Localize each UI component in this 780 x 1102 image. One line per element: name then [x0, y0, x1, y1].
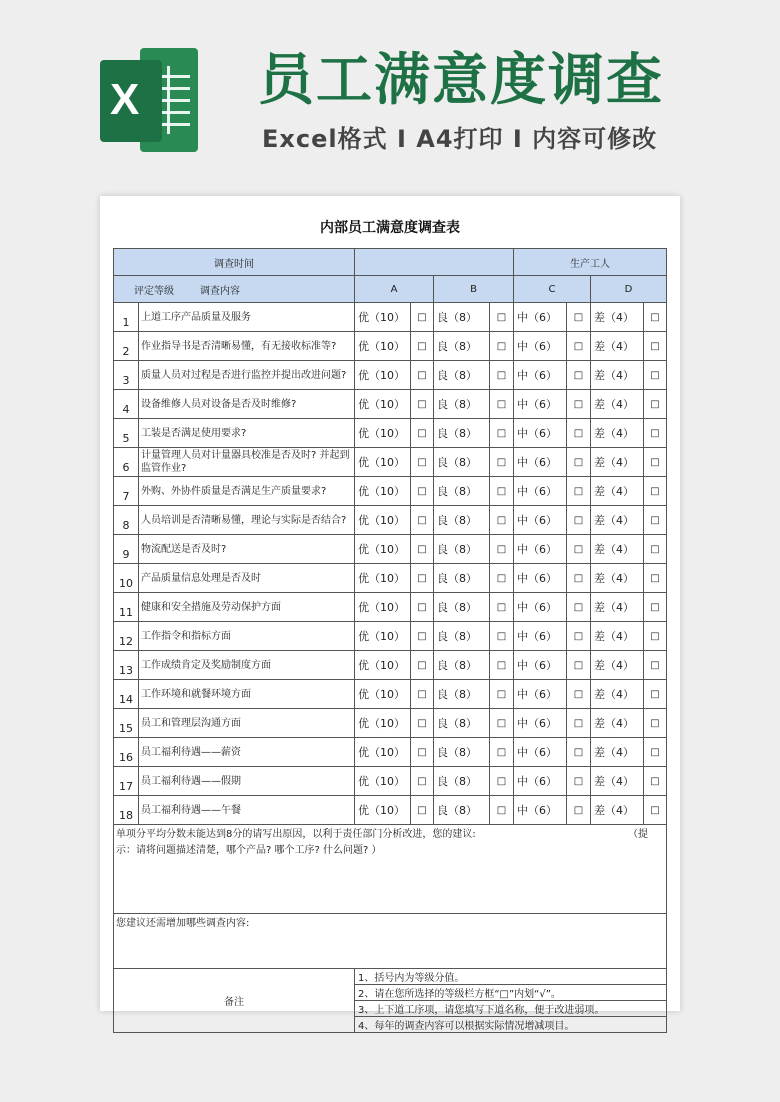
checkbox-icon[interactable]: □	[490, 390, 514, 419]
option-excellent: 优（10）	[355, 564, 411, 593]
checkbox-icon[interactable]: □	[411, 738, 434, 767]
survey-row	[114, 419, 667, 448]
option-fair: 中（6）	[514, 738, 567, 767]
excel-logo-icon	[100, 48, 200, 152]
survey-row	[114, 680, 667, 709]
checkbox-icon[interactable]: □	[490, 506, 514, 535]
banner	[0, 0, 780, 190]
checkbox-icon[interactable]: □	[490, 448, 514, 477]
survey-time-value[interactable]	[355, 249, 514, 276]
checkbox-icon[interactable]: □	[490, 303, 514, 332]
header-row-1	[114, 249, 667, 276]
grade-c-header: C	[514, 276, 591, 303]
option-excellent: 优（10）	[355, 303, 411, 332]
option-fair: 中（6）	[514, 680, 567, 709]
survey-item: 作业指导书是否清晰易懂，有无接收标准等?	[139, 332, 355, 361]
checkbox-icon[interactable]: □	[644, 564, 667, 593]
option-fair: 中（6）	[514, 564, 567, 593]
survey-item: 上道工序产品质量及服务	[139, 303, 355, 332]
checkbox-icon[interactable]: □	[490, 477, 514, 506]
survey-row	[114, 738, 667, 767]
banner-subtitle: Excel格式 I A4打印 I 内容可修改	[262, 125, 658, 153]
checkbox-icon[interactable]: □	[567, 680, 591, 709]
checkbox-icon[interactable]: □	[567, 564, 591, 593]
checkbox-icon[interactable]: □	[411, 448, 434, 477]
checkbox-icon[interactable]: □	[411, 535, 434, 564]
checkbox-icon[interactable]: □	[490, 738, 514, 767]
row-number: 17	[114, 767, 139, 796]
checkbox-icon[interactable]: □	[490, 622, 514, 651]
checkbox-icon[interactable]: □	[644, 709, 667, 738]
option-good: 良（8）	[434, 332, 490, 361]
checkbox-icon[interactable]: □	[644, 477, 667, 506]
checkbox-icon[interactable]: □	[567, 419, 591, 448]
option-good: 良（8）	[434, 506, 490, 535]
checkbox-icon[interactable]: □	[490, 593, 514, 622]
checkbox-icon[interactable]: □	[567, 535, 591, 564]
checkbox-icon[interactable]: □	[490, 680, 514, 709]
survey-row	[114, 332, 667, 361]
option-poor: 差（4）	[591, 593, 644, 622]
option-fair: 中（6）	[514, 535, 567, 564]
survey-sheet	[100, 196, 680, 1032]
survey-item: 工装是否满足使用要求?	[139, 419, 355, 448]
option-good: 良（8）	[434, 680, 490, 709]
survey-row	[114, 593, 667, 622]
grade-d-header: D	[591, 276, 667, 303]
row-number: 12	[114, 622, 139, 651]
suggestion-hint-open: （提	[628, 829, 648, 840]
checkbox-icon[interactable]: □	[644, 361, 667, 390]
level-label: 评定等级	[134, 285, 174, 297]
option-excellent: 优（10）	[355, 535, 411, 564]
note-item: 4、每年的调查内容可以根据实际情况增减项目。	[355, 1017, 667, 1033]
checkbox-icon[interactable]: □	[644, 332, 667, 361]
survey-item: 员工和管理层沟通方面	[139, 709, 355, 738]
checkbox-icon[interactable]: □	[490, 332, 514, 361]
option-poor: 差（4）	[591, 767, 644, 796]
checkbox-icon[interactable]: □	[411, 477, 434, 506]
checkbox-icon[interactable]: □	[644, 767, 667, 796]
survey-row	[114, 303, 667, 332]
checkbox-icon[interactable]: □	[567, 796, 591, 825]
survey-row	[114, 767, 667, 796]
option-excellent: 优（10）	[355, 651, 411, 680]
option-fair: 中（6）	[514, 361, 567, 390]
checkbox-icon[interactable]: □	[567, 593, 591, 622]
option-good: 良（8）	[434, 796, 490, 825]
row-number: 13	[114, 651, 139, 680]
row-number: 9	[114, 535, 139, 564]
option-fair: 中（6）	[514, 651, 567, 680]
checkbox-icon[interactable]: □	[567, 303, 591, 332]
checkbox-icon[interactable]: □	[644, 535, 667, 564]
survey-item: 工作环境和就餐环境方面	[139, 680, 355, 709]
checkbox-icon[interactable]: □	[644, 448, 667, 477]
checkbox-icon[interactable]: □	[644, 651, 667, 680]
checkbox-icon[interactable]: □	[490, 767, 514, 796]
survey-item: 员工福利待遇——午餐	[139, 796, 355, 825]
option-excellent: 优（10）	[355, 738, 411, 767]
row-number: 18	[114, 796, 139, 825]
survey-table	[113, 248, 667, 1033]
checkbox-icon[interactable]: □	[644, 738, 667, 767]
checkbox-icon[interactable]: □	[567, 448, 591, 477]
survey-item: 设备维修人员对设备是否及时维修?	[139, 390, 355, 419]
row-number: 15	[114, 709, 139, 738]
checkbox-icon[interactable]: □	[411, 419, 434, 448]
checkbox-icon[interactable]: □	[411, 680, 434, 709]
option-poor: 差（4）	[591, 390, 644, 419]
checkbox-icon[interactable]: □	[411, 767, 434, 796]
option-excellent: 优（10）	[355, 680, 411, 709]
checkbox-icon[interactable]: □	[411, 593, 434, 622]
checkbox-icon[interactable]: □	[411, 506, 434, 535]
survey-item: 工作成绩肯定及奖励制度方面	[139, 651, 355, 680]
survey-row	[114, 535, 667, 564]
survey-row	[114, 622, 667, 651]
checkbox-icon[interactable]: □	[411, 303, 434, 332]
option-poor: 差（4）	[591, 506, 644, 535]
survey-item: 健康和安全措施及劳动保护方面	[139, 593, 355, 622]
checkbox-icon[interactable]: □	[490, 535, 514, 564]
option-poor: 差（4）	[591, 796, 644, 825]
option-poor: 差（4）	[591, 651, 644, 680]
additional-content-cell[interactable]	[114, 914, 667, 969]
survey-row	[114, 390, 667, 419]
checkbox-icon[interactable]: □	[567, 390, 591, 419]
grade-a-header: A	[355, 276, 434, 303]
additional-content-prompt: 您建议还需增加哪些调查内容:	[116, 918, 250, 929]
checkbox-icon[interactable]: □	[644, 303, 667, 332]
checkbox-icon[interactable]: □	[567, 506, 591, 535]
checkbox-icon[interactable]: □	[411, 564, 434, 593]
option-fair: 中（6）	[514, 448, 567, 477]
checkbox-icon[interactable]: □	[411, 651, 434, 680]
option-excellent: 优（10）	[355, 361, 411, 390]
option-good: 良（8）	[434, 361, 490, 390]
header-row-2	[114, 276, 667, 303]
survey-item: 产品质量信息处理是否及时	[139, 564, 355, 593]
option-fair: 中（6）	[514, 767, 567, 796]
additional-content-row	[114, 914, 667, 969]
option-fair: 中（6）	[514, 709, 567, 738]
option-poor: 差（4）	[591, 419, 644, 448]
notes-label: 备注	[114, 969, 355, 1033]
option-excellent: 优（10）	[355, 709, 411, 738]
survey-item: 物流配送是否及时?	[139, 535, 355, 564]
row-number: 2	[114, 332, 139, 361]
checkbox-icon[interactable]: □	[411, 709, 434, 738]
row-number: 14	[114, 680, 139, 709]
survey-row	[114, 477, 667, 506]
suggestion-cell[interactable]	[114, 825, 667, 914]
checkbox-icon[interactable]: □	[567, 767, 591, 796]
option-fair: 中（6）	[514, 622, 567, 651]
option-excellent: 优（10）	[355, 506, 411, 535]
option-excellent: 优（10）	[355, 767, 411, 796]
survey-item: 质量人员对过程是否进行监控并提出改进问题?	[139, 361, 355, 390]
row-number: 11	[114, 593, 139, 622]
survey-item: 人员培训是否清晰易懂，理论与实际是否结合?	[139, 506, 355, 535]
content-label: 调查内容	[200, 285, 240, 297]
row-number: 7	[114, 477, 139, 506]
survey-item: 员工福利待遇——假期	[139, 767, 355, 796]
option-poor: 差（4）	[591, 709, 644, 738]
checkbox-icon[interactable]: □	[567, 622, 591, 651]
checkbox-icon[interactable]: □	[490, 709, 514, 738]
row-number: 3	[114, 361, 139, 390]
option-poor: 差（4）	[591, 332, 644, 361]
suggestion-prompt: 单项分平均分数未能达到8分的请写出原因，以利于责任部门分析改进，您的建议:	[116, 829, 476, 840]
option-good: 良（8）	[434, 535, 490, 564]
worker-type-header: 生产工人	[514, 249, 667, 276]
checkbox-icon[interactable]: □	[567, 738, 591, 767]
row-number: 1	[114, 303, 139, 332]
survey-item: 员工福利待遇——薪资	[139, 738, 355, 767]
checkbox-icon[interactable]: □	[490, 796, 514, 825]
document-title: 内部员工满意度调查表	[320, 220, 460, 236]
option-poor: 差（4）	[591, 622, 644, 651]
option-excellent: 优（10）	[355, 622, 411, 651]
checkbox-icon[interactable]: □	[567, 709, 591, 738]
note-row	[114, 969, 667, 985]
option-good: 良（8）	[434, 448, 490, 477]
row-number: 10	[114, 564, 139, 593]
checkbox-icon[interactable]: □	[644, 506, 667, 535]
option-excellent: 优（10）	[355, 477, 411, 506]
row-number: 8	[114, 506, 139, 535]
option-poor: 差（4）	[591, 680, 644, 709]
checkbox-icon[interactable]: □	[411, 361, 434, 390]
survey-item: 计量管理人员对计量器具校准是否及时? 并起到监管作业?	[139, 448, 355, 477]
survey-item: 外购、外协件质量是否满足生产质量要求?	[139, 477, 355, 506]
checkbox-icon[interactable]: □	[490, 564, 514, 593]
option-good: 良（8）	[434, 767, 490, 796]
checkbox-icon[interactable]: □	[567, 332, 591, 361]
option-good: 良（8）	[434, 477, 490, 506]
row-number: 16	[114, 738, 139, 767]
option-fair: 中（6）	[514, 332, 567, 361]
note-item: 2、请在您所选择的等级栏方框“□”内划“√”。	[355, 985, 667, 1001]
note-item: 3、上下道工序项，请您填写下道名称，便于改进弱项。	[355, 1001, 667, 1017]
checkbox-icon[interactable]: □	[411, 622, 434, 651]
option-good: 良（8）	[434, 651, 490, 680]
logo-letter: X	[110, 75, 140, 124]
option-fair: 中（6）	[514, 796, 567, 825]
survey-row	[114, 448, 667, 477]
option-excellent: 优（10）	[355, 419, 411, 448]
option-excellent: 优（10）	[355, 332, 411, 361]
suggestion-row	[114, 825, 667, 914]
option-good: 良（8）	[434, 303, 490, 332]
checkbox-icon[interactable]: □	[411, 796, 434, 825]
checkbox-icon[interactable]: □	[490, 419, 514, 448]
option-good: 良（8）	[434, 622, 490, 651]
checkbox-icon[interactable]: □	[411, 332, 434, 361]
checkbox-icon[interactable]: □	[567, 361, 591, 390]
option-poor: 差（4）	[591, 738, 644, 767]
option-poor: 差（4）	[591, 564, 644, 593]
survey-time-header: 调查时间	[114, 249, 355, 276]
checkbox-icon[interactable]: □	[644, 419, 667, 448]
option-good: 良（8）	[434, 738, 490, 767]
checkbox-icon[interactable]: □	[490, 361, 514, 390]
grade-b-header: B	[434, 276, 514, 303]
row-number: 4	[114, 390, 139, 419]
checkbox-icon[interactable]: □	[644, 593, 667, 622]
option-excellent: 优（10）	[355, 796, 411, 825]
survey-row	[114, 564, 667, 593]
option-poor: 差（4）	[591, 535, 644, 564]
checkbox-icon[interactable]: □	[567, 651, 591, 680]
option-good: 良（8）	[434, 390, 490, 419]
survey-row	[114, 709, 667, 738]
level-content-header	[114, 276, 355, 303]
option-excellent: 优（10）	[355, 448, 411, 477]
survey-row	[114, 796, 667, 825]
option-good: 良（8）	[434, 593, 490, 622]
option-poor: 差（4）	[591, 303, 644, 332]
note-item: 1、括号内为等级分值。	[355, 969, 667, 985]
banner-title: 员工满意度调查	[258, 48, 664, 113]
row-number: 6	[114, 448, 139, 477]
checkbox-icon[interactable]: □	[644, 680, 667, 709]
option-fair: 中（6）	[514, 419, 567, 448]
row-number: 5	[114, 419, 139, 448]
checkbox-icon[interactable]: □	[644, 796, 667, 825]
checkbox-icon[interactable]: □	[411, 390, 434, 419]
option-fair: 中（6）	[514, 506, 567, 535]
checkbox-icon[interactable]: □	[644, 390, 667, 419]
option-fair: 中（6）	[514, 303, 567, 332]
checkbox-icon[interactable]: □	[567, 477, 591, 506]
option-excellent: 优（10）	[355, 593, 411, 622]
option-poor: 差（4）	[591, 361, 644, 390]
option-fair: 中（6）	[514, 390, 567, 419]
option-poor: 差（4）	[591, 448, 644, 477]
survey-row	[114, 651, 667, 680]
option-good: 良（8）	[434, 564, 490, 593]
survey-row	[114, 506, 667, 535]
option-fair: 中（6）	[514, 477, 567, 506]
option-fair: 中（6）	[514, 593, 567, 622]
checkbox-icon[interactable]: □	[490, 651, 514, 680]
option-excellent: 优（10）	[355, 390, 411, 419]
survey-item: 工作指令和指标方面	[139, 622, 355, 651]
survey-row	[114, 361, 667, 390]
suggestion-hint: 示：请将问题描述清楚，哪个产品? 哪个工序? 什么问题? ）	[116, 845, 382, 856]
option-good: 良（8）	[434, 709, 490, 738]
option-poor: 差（4）	[591, 477, 644, 506]
checkbox-icon[interactable]: □	[644, 622, 667, 651]
option-good: 良（8）	[434, 419, 490, 448]
